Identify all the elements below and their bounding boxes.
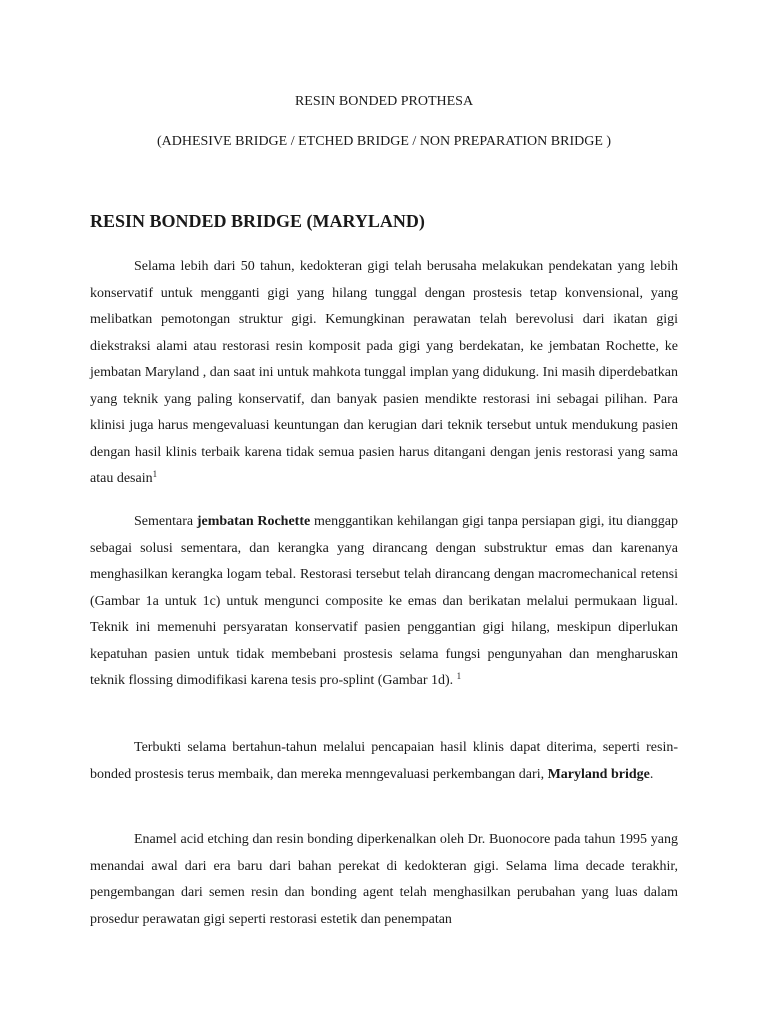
paragraph-1: [90, 254, 678, 493]
paragraph-2: [90, 509, 678, 695]
document-title: RESIN BONDED PROTHESA: [294, 94, 474, 109]
paragraph-4-text: Enamel acid etching dan resin bonding diperkenalkan oleh Dr. Buonocore pada tahun 1995 yang menandai awal dari era baru dari bahan perekat di kedokteran gigi. Selama lima decade terakhir, pengembangan dari semen resin dan bonding agent telah menghasilkan perubahan yang luas dalam prosedur perawatan gigi seperti restorasi estetik dan penempatan: [90, 832, 678, 927]
paragraph-3: [90, 735, 678, 788]
paragraph-1-text: Selama lebih dari 50 tahun, kedokteran gigi telah berusaha melakukan pendekatan yang lebih konservatif untuk mengganti gigi yang hilang tunggal dengan prostesis tetap konvensional, yang melibatkan pemotongan struktur gigi. Kemungkinan perawatan telah berevolusi dari ikatan gigi diekstraksi alami atau restorasi resin komposit pada gigi yang berdekatan, ke jembatan Rochette, ke jembatan Maryland , dan saat ini untuk mahkota tunggal implan yang didukung. Ini masih diperdebatkan yang teknik yang paling konservatif, dan banyak pasien mendikte restorasi ini sebagai pilihan. Para klinisi juga harus mengevaluasi keuntungan dan kerugian dari teknik tersebut untuk mendukung pasien dengan hasil klinis terbaik karena tidak semua pasien harus ditangani dengan jenis restorasi yang sama atau desain: [90, 259, 678, 486]
reference-marker: 1: [152, 469, 158, 479]
document-subtitle: (ADHESIVE BRIDGE / ETCHED BRIDGE / NON PREPARATION BRIDGE ): [156, 134, 612, 149]
paragraph-3-tail: .: [649, 766, 654, 782]
section-heading: RESIN BONDED BRIDGE (MARYLAND): [90, 211, 425, 231]
term-rochette-bridge: jembatan Rochette: [196, 514, 311, 529]
paragraph-2-text: menggantikan kehilangan gigi tanpa persiapan gigi, itu dianggap sebagai solusi sementara, dan kerangka yang dirancang dengan substruktur emas dan karenanya menghasilkan kerangka logam tebal. Restorasi tersebut telah dirancang dengan macromechanical retensi (Gambar 1a untuk 1c) untuk mengunci composite ke emas dan berikatan melalui permukaan ligual. Teknik ini memenuhi persyaratan konservatif pasien penggantian gigi hilang, meskipun diperlukan kepatuhan pasien untuk tidak membebani prostesis selama fungsi pengunyahan dan mengharuskan teknik flossing dimodifikasi karena tesis pro-splint (Gambar 1d).: [90, 514, 678, 688]
paragraph-3-text: Terbukti selama bertahun-tahun melalui pencapaian hasil klinis dapat diterima, seperti resin-bonded prostesis terus membaik, dan mereka menngevaluasi perkembangan dari,: [90, 740, 678, 782]
reference-marker: 1: [456, 671, 462, 681]
paragraph-2-lead: Sementara: [134, 514, 197, 529]
term-maryland-bridge: Maryland bridge: [547, 766, 650, 782]
paragraph-4: [90, 827, 678, 933]
